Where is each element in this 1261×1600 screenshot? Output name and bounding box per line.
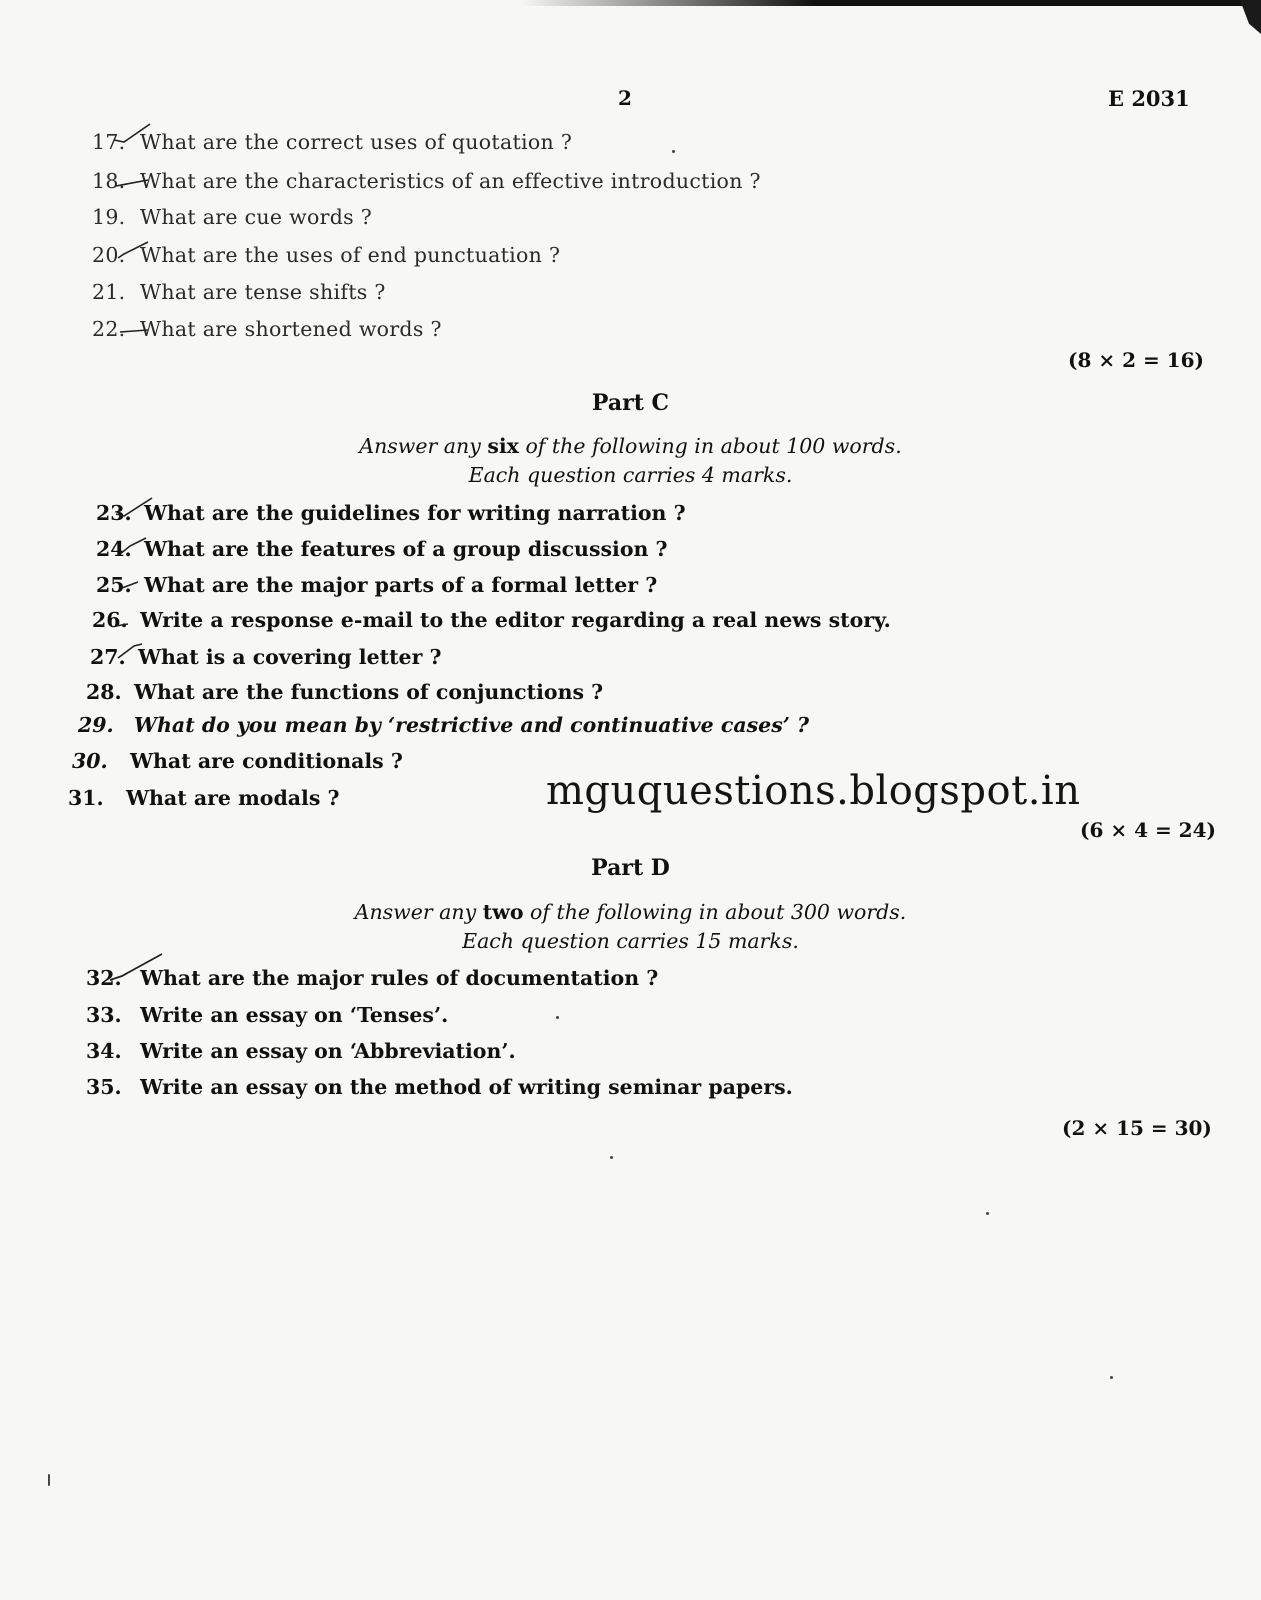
page-number: 2 xyxy=(618,86,632,110)
question-number: 32. xyxy=(86,966,122,990)
question-number: 34. xyxy=(86,1039,122,1063)
handwritten-tick-mark xyxy=(104,950,148,972)
blog-watermark: mguquestions.blogspot.in xyxy=(546,768,1081,814)
question-33 xyxy=(86,1003,448,1027)
question-number: 26. xyxy=(92,608,128,632)
question-text: Write an essay on ‘Tenses’. xyxy=(140,1003,449,1027)
question-23 xyxy=(96,501,686,525)
question-32 xyxy=(86,966,658,990)
instruction-count: six xyxy=(487,434,519,458)
part-d-title: Part D xyxy=(591,855,670,881)
part-b-marks: (8 × 2 = 16) xyxy=(1068,348,1204,372)
scan-speck xyxy=(1110,1376,1113,1379)
scan-speck xyxy=(610,1156,613,1159)
question-20 xyxy=(92,243,560,267)
question-number: 27. xyxy=(90,645,126,669)
question-text: What are the functions of conjunctions ? xyxy=(134,680,604,704)
handwritten-tick-mark xyxy=(112,612,156,634)
question-number: 20. xyxy=(92,243,126,267)
exam-code: E 2031 xyxy=(1108,86,1190,111)
question-text: What are the major parts of a formal letter ? xyxy=(144,573,658,597)
scan-speck xyxy=(556,1016,559,1019)
question-34 xyxy=(86,1039,516,1063)
question-number: 21. xyxy=(92,280,126,304)
part-c-title: Part C xyxy=(591,390,670,416)
question-number: 35. xyxy=(86,1075,122,1099)
instruction-post: of the following in about 300 words. xyxy=(530,900,907,924)
question-number: 25. xyxy=(96,573,132,597)
question-text: Write an essay on ‘Abbreviation’. xyxy=(140,1039,516,1063)
question-number: 33. xyxy=(86,1003,122,1027)
question-number: 31. xyxy=(68,786,104,810)
part-d-instruction xyxy=(0,898,1261,956)
question-18 xyxy=(92,169,761,193)
question-number: 30. xyxy=(72,749,108,773)
question-number: 29. xyxy=(78,713,114,737)
question-number: 18. xyxy=(92,169,126,193)
part-d-instruction-line2: Each question carries 15 marks. xyxy=(462,929,799,953)
question-number: 24. xyxy=(96,537,132,561)
part-d-instruction-line1 xyxy=(0,898,1261,927)
question-29 xyxy=(78,713,809,737)
question-26 xyxy=(92,608,891,632)
question-17 xyxy=(92,130,572,154)
handwritten-tick-mark xyxy=(114,240,158,262)
instruction-pre: Answer any xyxy=(359,434,481,458)
handwritten-tick-mark xyxy=(110,122,154,144)
handwritten-tick-mark xyxy=(114,318,158,340)
part-d-marks: (2 × 15 = 30) xyxy=(1062,1116,1212,1140)
question-text: What are conditionals ? xyxy=(130,749,403,773)
handwritten-tick-mark xyxy=(112,170,156,192)
question-text: Write an essay on the method of writing seminar papers. xyxy=(140,1075,793,1099)
handwritten-tick-mark xyxy=(116,534,160,556)
instruction-count: two xyxy=(482,900,524,924)
question-text: What are modals ? xyxy=(126,786,340,810)
question-number: 22. xyxy=(92,317,126,341)
question-number: 28. xyxy=(86,680,122,704)
question-text: What are tense shifts ? xyxy=(140,280,386,304)
scan-speck xyxy=(672,150,675,153)
question-number: 17. xyxy=(92,130,126,154)
handwritten-tick-mark xyxy=(112,496,156,518)
scan-edge-shadow xyxy=(520,0,1261,6)
question-35 xyxy=(86,1075,793,1099)
scan-speck xyxy=(986,1212,989,1215)
instruction-post: of the following in about 100 words. xyxy=(525,434,902,458)
question-21 xyxy=(92,280,386,304)
part-c-instruction-line1 xyxy=(0,432,1261,461)
instruction-pre: Answer any xyxy=(354,900,477,924)
question-text: What are the correct uses of quotation ? xyxy=(140,130,573,154)
question-number: 23. xyxy=(96,501,132,525)
question-number: 19. xyxy=(92,205,126,229)
question-text: What are the features of a group discussion ? xyxy=(144,537,668,561)
scan-speck xyxy=(48,1474,50,1486)
handwritten-tick-mark xyxy=(112,640,156,662)
question-text: What is a covering letter ? xyxy=(138,645,442,669)
question-text: What do you mean by ‘restrictive and continuative cases’ ? xyxy=(134,713,810,737)
question-31 xyxy=(68,786,340,810)
question-19 xyxy=(92,205,372,229)
question-text: What are cue words ? xyxy=(140,205,373,229)
question-30 xyxy=(72,749,403,773)
question-24 xyxy=(96,537,668,561)
question-25 xyxy=(96,573,657,597)
question-28 xyxy=(86,680,603,704)
part-c-instruction xyxy=(0,432,1261,490)
part-c-instruction-line2: Each question carries 4 marks. xyxy=(468,463,793,487)
part-c-marks: (6 × 4 = 24) xyxy=(1080,818,1216,842)
question-text: What are the uses of end punctuation ? xyxy=(140,243,561,267)
question-text: What are the characteristics of an effective introduction ? xyxy=(140,169,761,193)
question-text: Write a response e-mail to the editor regarding a real news story. xyxy=(140,608,891,632)
question-text: What are shortened words ? xyxy=(140,317,442,341)
handwritten-tick-mark xyxy=(116,572,160,594)
question-text: What are the major rules of documentation ? xyxy=(140,966,659,990)
question-text: What are the guidelines for writing narration ? xyxy=(144,501,686,525)
